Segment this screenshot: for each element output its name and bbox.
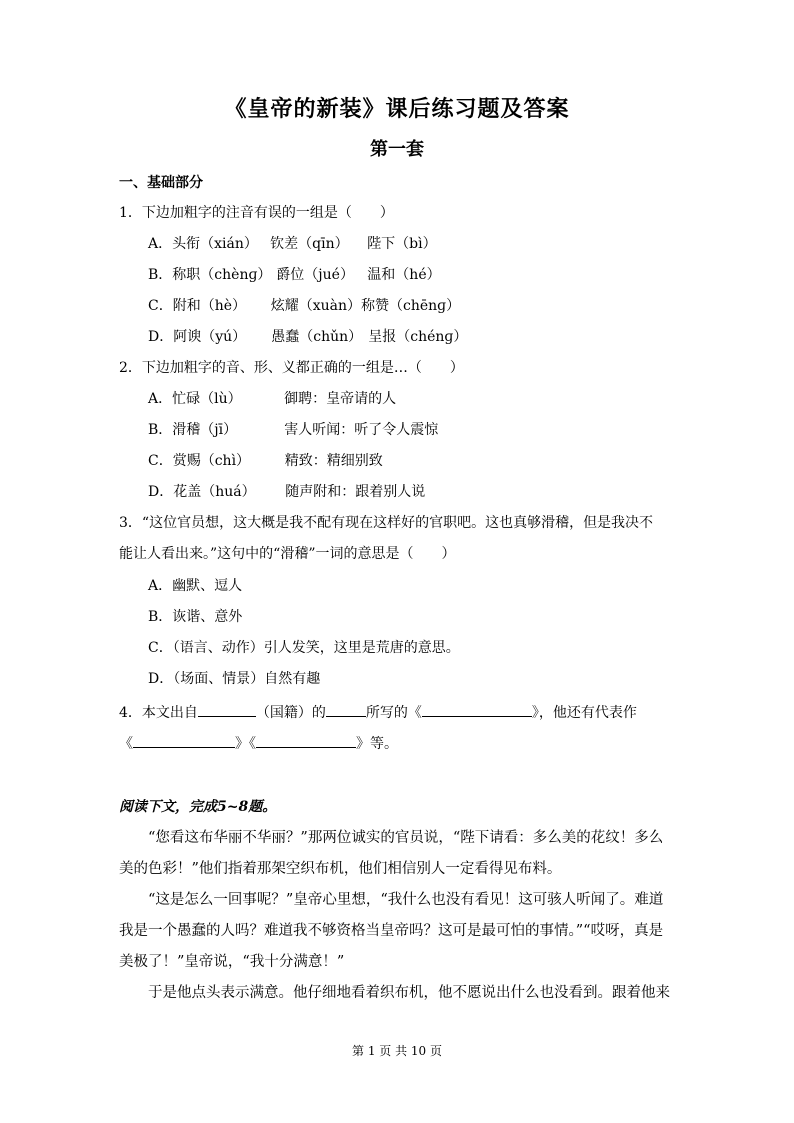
reading-paragraph-3: 于是他点头表示满意。他仔细地看着织布机，他不愿说出什么也没看到。跟着他来 <box>148 985 670 1001</box>
q2-option-a <box>148 389 396 409</box>
q3-stem-line1: 3．“这位官员想，这大概是我不配有现在这样好的官职吧。这也真够滑稽，但是我决不 <box>119 515 654 531</box>
option-label: B． <box>148 422 173 438</box>
reading-paragraph-1: “您看这布华丽不华丽？”那两位诚实的官员说，“陛下请看：多么美的花纹！多么美的色彩！”他们指着那架空织布机，他们相信别人一定看得见布料。 <box>119 830 664 877</box>
option-label: C． <box>148 298 173 314</box>
answer-blank[interactable] <box>326 702 366 717</box>
answer-blank[interactable] <box>133 733 235 748</box>
option-label: D． <box>148 329 174 345</box>
reading-paragraph-2: “这是怎么一回事呢？”皇帝心里想，“我什么也没有看见！这可骇人听闻了。难道我是一个愚蠢的人吗？难道我不够资格当皇帝吗？这可是最可怕的事情。”“哎呀，真是美极了！”皇帝说，“我十分满意！” <box>119 892 664 970</box>
q2-stem: 2．下边加粗字的音、形、义都正确的一组是…（ ） <box>119 360 464 376</box>
q4-text: 》《 <box>235 736 256 752</box>
q1-stem: 1．下边加粗字的注音有误的一组是（ ） <box>119 205 394 221</box>
q4-text: 》等。 <box>356 736 398 752</box>
q3-option-a: A．幽默、逗人 <box>148 578 243 594</box>
option-part: 温和（hé） <box>367 267 441 283</box>
q1-option-b <box>148 265 441 285</box>
page-footer: 第 1 页 共 10 页 <box>352 1044 442 1058</box>
answer-blank[interactable] <box>256 733 356 748</box>
page-subtitle: 第一套 <box>370 139 424 160</box>
section-heading: 一、基础部分 <box>119 175 203 191</box>
option-part: 陛下（bì） <box>367 236 437 252</box>
q4-text: （国籍）的 <box>255 705 326 721</box>
option-part: 阿谀（yú） <box>173 329 247 345</box>
option-label: A． <box>148 236 173 252</box>
q2-option-c <box>148 451 383 471</box>
option-part: 害人听闻：听了令人震惊 <box>284 422 439 438</box>
option-part: 赏赐（chì） <box>172 453 251 469</box>
reading-heading: 阅读下文，完成5~8题。 <box>119 799 277 815</box>
option-part: 称职（chènɡ） <box>172 267 272 283</box>
option-part: 愚蠢（chǔn） <box>271 329 363 345</box>
option-part: 呈报（chénɡ） <box>368 329 468 345</box>
option-part: 花盖（huá） <box>173 484 256 500</box>
q3-option-d: D．（场面、情景）自然有趣 <box>148 671 321 687</box>
option-part: 忙碌（lù） <box>172 391 242 407</box>
option-part: 精致：精细别致 <box>284 453 383 469</box>
answer-blank[interactable] <box>198 702 256 717</box>
option-label: B． <box>148 267 173 283</box>
q1-option-a <box>148 234 437 254</box>
option-label: D． <box>148 484 174 500</box>
option-part: 御聘：皇帝请的人 <box>284 391 397 407</box>
q4-text: 《 <box>119 736 133 752</box>
q4-text: 所写的《 <box>365 705 422 721</box>
q2-option-d <box>148 482 425 502</box>
option-part: 钦差（qīn） <box>270 236 349 252</box>
answer-blank[interactable] <box>422 702 532 717</box>
option-part: 滑稽（jī） <box>172 422 238 438</box>
option-label: A． <box>148 391 173 407</box>
option-part: 爵位（jué） <box>276 267 354 283</box>
option-part: 炫耀（xuàn）称赞（chēnɡ） <box>270 298 461 314</box>
option-part: 随声附和：跟着别人说 <box>285 484 426 500</box>
q3-option-b: B．诙谐、意外 <box>148 609 243 625</box>
q2-option-b <box>148 420 438 440</box>
option-label: C． <box>148 453 173 469</box>
option-part: 头衔（xián） <box>172 236 258 252</box>
q4-line2 <box>119 733 398 754</box>
option-part: 附和（hè） <box>172 298 247 314</box>
q1-option-d <box>148 327 467 347</box>
q1-option-c <box>148 296 460 316</box>
q4-text: 4．本文出自 <box>119 705 198 721</box>
q3-stem-line2: 能让人看出来。”这句中的“滑稽”一词的意思是（ ） <box>119 546 456 562</box>
q4-line1 <box>119 702 637 723</box>
page-title: 《皇帝的新装》课后练习题及答案 <box>224 96 570 122</box>
q4-text: 》，他还有代表作 <box>531 705 637 721</box>
q3-option-c: C．（语言、动作）引人发笑，这里是荒唐的意思。 <box>148 640 460 656</box>
